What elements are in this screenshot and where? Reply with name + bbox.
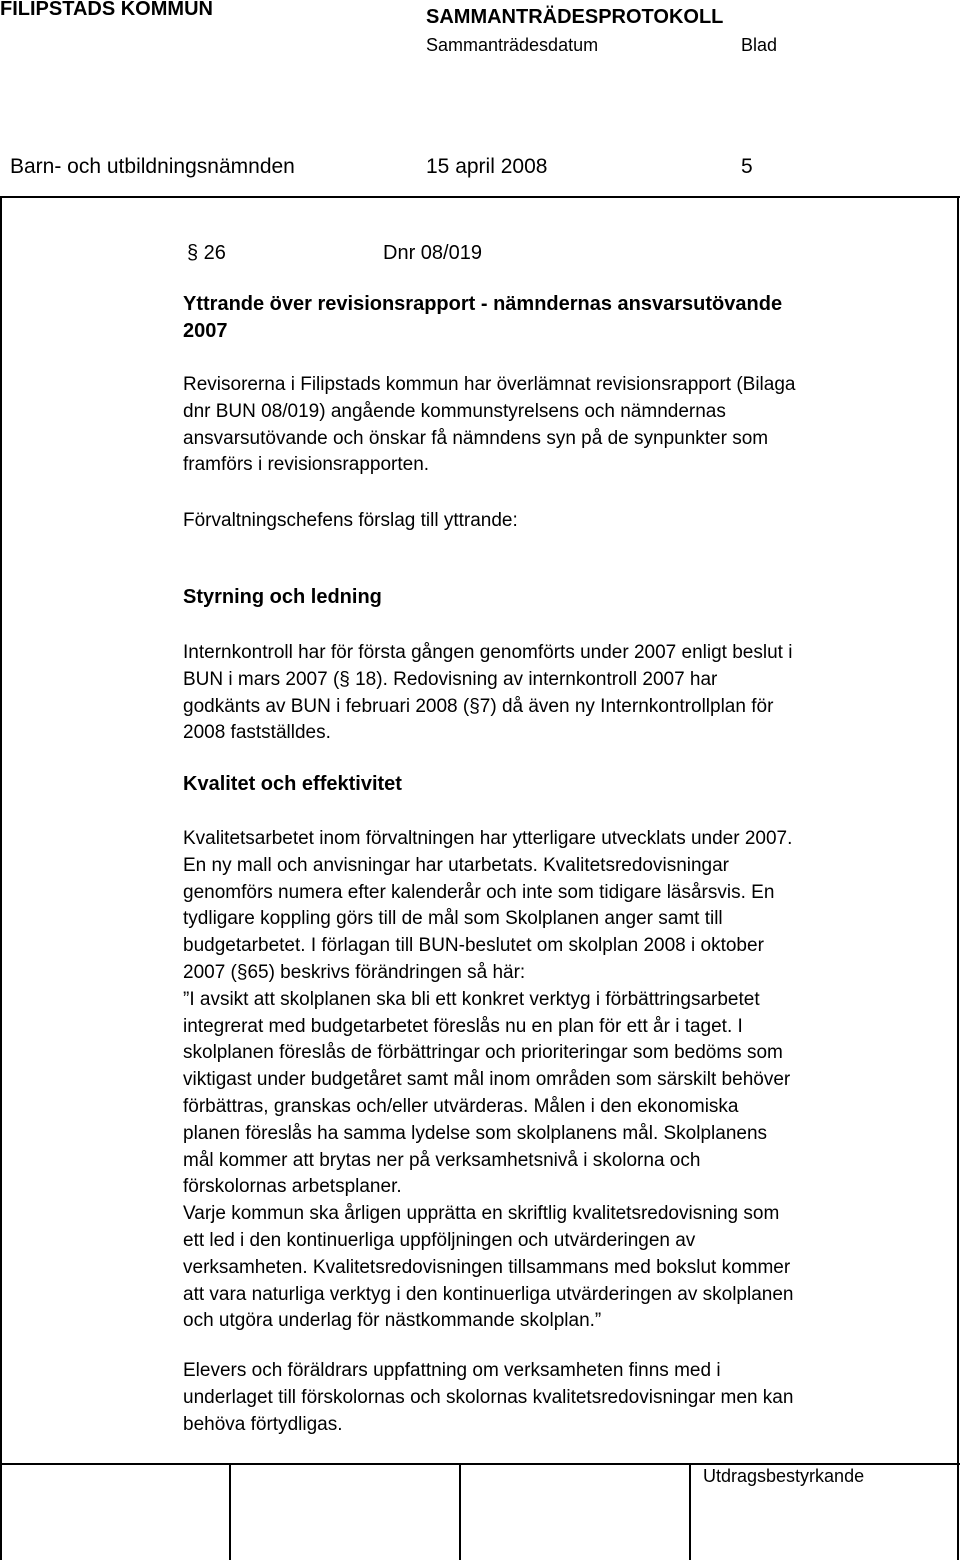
text-line: ”I avsikt att skolplanen ska bli ett konkret verktyg i förbättringsarbetet	[183, 988, 760, 1010]
text-line: framförs i revisionsrapporten.	[183, 454, 430, 476]
text-line: ansvarsutövande och önskar få nämndens syn på de synpunkter som	[183, 427, 769, 449]
text-line: dnr BUN 08/019) angående kommunstyrelsens och nämndernas	[183, 400, 726, 422]
footer-rule	[0, 1463, 960, 1465]
text-line: planen föreslås ha samma lydelse som skolplanens mål. Skolplanens	[183, 1122, 768, 1144]
text-line: Revisorerna i Filipstads kommun har överlämnat revisionsrapport (Bilaga	[183, 374, 796, 395]
item-title-line-1: Yttrande över revisionsrapport - nämndernas ansvarsutövande	[183, 293, 783, 315]
text-line: Elevers och föräldrars uppfattning om verksamheten finns med i	[183, 1360, 721, 1381]
text-line: underlaget till förskolornas och skolornas kvalitetsredovisningar men kan	[183, 1386, 794, 1408]
text-line: budgetarbetet. I förlagan till BUN-beslutet om skolplan 2008 i oktober	[183, 935, 764, 957]
text-line: godkänts av BUN i februari 2008 (§7) då även ny Internkontrollplan för	[183, 695, 774, 717]
signature-divider-3	[689, 1463, 691, 1560]
text-line: att vara naturliga verktyg i den kontinuerliga utvärderingen av skolplanen	[183, 1283, 794, 1305]
text-line: 2007 (§65) beskrivs förändringen så här:	[183, 961, 526, 983]
text-line: förbättras, granskas och/eller utvärderas. Målen i den ekonomiska	[183, 1095, 739, 1117]
proposal-label: Förvaltningschefens förslag till yttrande:	[183, 510, 518, 531]
extract-certification-label: Utdragsbestyrkande	[703, 1466, 865, 1486]
text-line: Internkontroll har för första gången genomförts under 2007 enligt beslut i	[183, 642, 793, 663]
org-name: FILIPSTADS KOMMUN	[0, 0, 213, 20]
item-title-line-2: 2007	[183, 320, 228, 342]
section-body-styrning	[183, 640, 792, 747]
text-line: verksamheten. Kvalitetsredovisningen tillsammans med bokslut kommer	[183, 1256, 791, 1278]
text-line: En ny mall och anvisningar har utarbetats. Kvalitetsredovisningar	[183, 854, 730, 876]
signature-divider-1	[229, 1463, 231, 1560]
closing-paragraph	[183, 1358, 793, 1438]
text-line: viktigast under budgetåret samt mål inom områden som särskilt behöver	[183, 1069, 791, 1091]
left-border	[0, 196, 2, 1560]
signature-divider-2	[459, 1463, 461, 1560]
section-heading-styrning: Styrning och ledning	[183, 586, 382, 608]
dnr: Dnr 08/019	[383, 242, 482, 264]
text-line: tydligare koppling görs till de mål som Skolplanen anger samt till	[183, 908, 723, 930]
text-line: Kvalitetsarbetet inom förvaltningen har ytterligare utvecklats under 2007.	[183, 828, 793, 849]
text-line: BUN i mars 2007 (§ 18). Redovisning av internkontroll 2007 har	[183, 668, 718, 690]
text-line: skolplanen föreslås de förbättringar och prioriteringar som bedöms som	[183, 1042, 783, 1064]
page-number: 5	[741, 155, 753, 178]
text-line: Varje kommun ska årligen upprätta en skriftlig kvalitetsredovisning som	[183, 1203, 780, 1225]
date-label: Sammanträdesdatum	[426, 35, 599, 55]
right-border	[957, 196, 959, 1560]
text-line: och utgöra underlag för nästkommande skolplan.”	[183, 1310, 602, 1332]
text-line: genomförs numera efter kalenderår och inte som tidigare läsårsvis. En	[183, 881, 775, 903]
text-line: mål kommer att brytas ner på verksamhetsnivå i skolorna och	[183, 1149, 701, 1171]
section-body-kvalitet	[183, 826, 793, 1335]
intro-paragraph	[183, 372, 795, 479]
text-line: 2008 fastställdes.	[183, 722, 331, 744]
text-line: behöva förtydligas.	[183, 1413, 343, 1435]
committee-name: Barn- och utbildningsnämnden	[10, 155, 295, 178]
header-rule	[0, 196, 960, 198]
text-line: ett led i den kontinuerliga uppföljningen och utvärderingen av	[183, 1229, 696, 1251]
section-heading-kvalitet: Kvalitet och effektivitet	[183, 773, 402, 795]
meeting-date: 15 april 2008	[426, 155, 548, 178]
text-line: förskolornas arbetsplaner.	[183, 1176, 402, 1198]
page-label: Blad	[741, 35, 778, 55]
text-line: integrerat med budgetarbetet föreslås nu en plan för ett år i taget. I	[183, 1015, 743, 1037]
section-number: § 26	[187, 242, 226, 264]
doc-type: SAMMANTRÄDESPROTOKOLL	[426, 6, 724, 28]
